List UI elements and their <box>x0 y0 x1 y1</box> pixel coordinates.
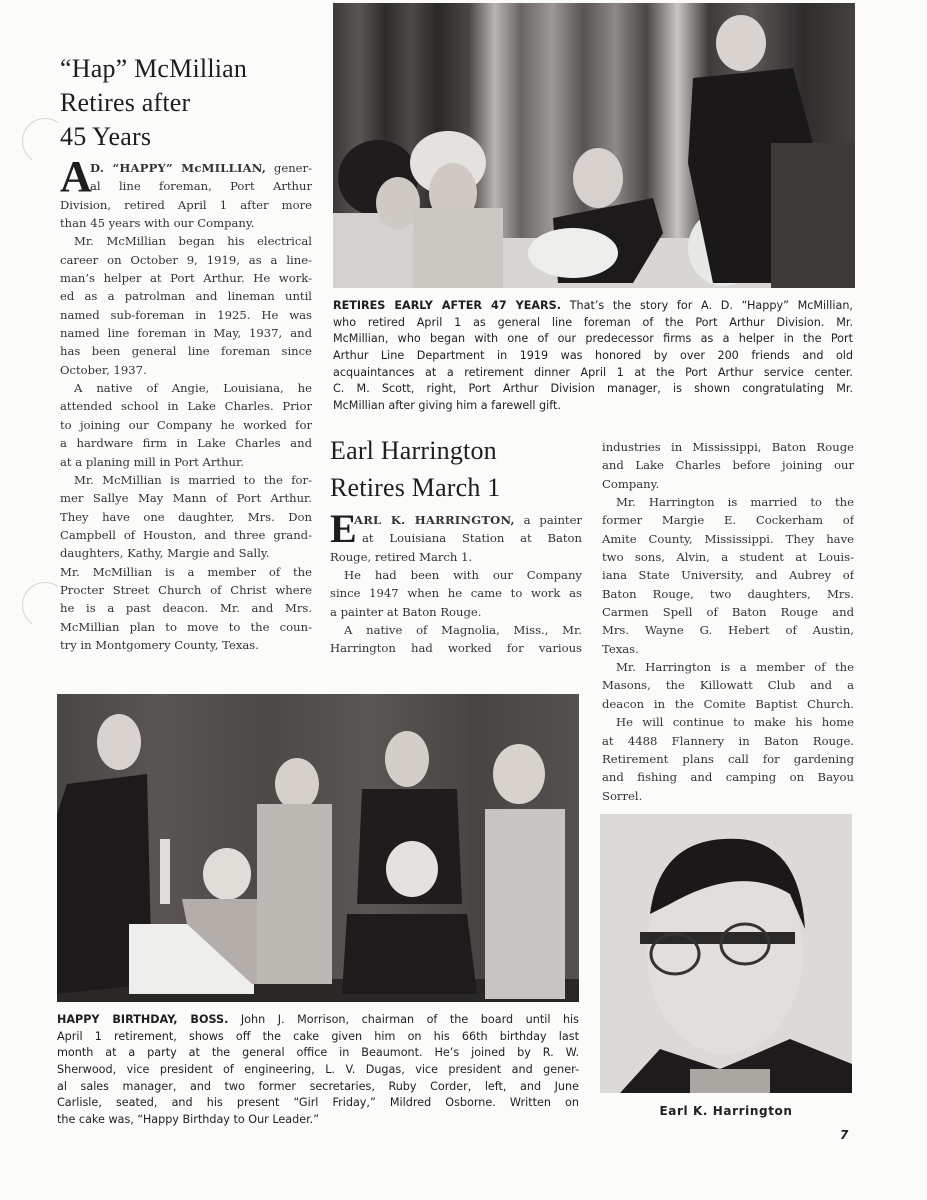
body-line: Mr. Harrington is married to the <box>616 495 854 510</box>
headline-line: 45 Years <box>60 122 152 151</box>
headline-line: Earl Harrington <box>330 436 497 465</box>
caption-line: C. M. Scott, right, Port Arthur Division manager, is shown congratulating Mr. <box>333 382 853 396</box>
birthday-photo-caption <box>57 1012 579 1129</box>
caption-line: al sales manager, and two former secretaries, Ruby Corder, left, and June <box>57 1079 579 1093</box>
body-line: Division, retired April 1 after more <box>60 197 312 212</box>
caption-line <box>333 298 853 315</box>
body-line: Texas. <box>602 641 639 656</box>
photo-image-icon <box>333 3 855 288</box>
caption-line: the cake was, “Happy Birthday to Our Leader.” <box>57 1113 320 1127</box>
body-line: at a planing mill in Port Arthur. <box>60 454 244 469</box>
body-line: They have one daughter, Mrs. Don <box>60 509 312 524</box>
body-line: former Margie E. Cockerham of <box>602 513 854 528</box>
mcmillian-headline <box>60 52 247 154</box>
body-line: Company. <box>602 476 660 491</box>
caption-line: who retired April 1 as general line foreman of the Port Arthur Division. Mr. <box>333 315 853 329</box>
drop-cap: A <box>60 152 92 201</box>
body-line: Baton Rouge, two daughters, Mrs. <box>602 586 854 601</box>
body-line: Rouge, retired March 1. <box>330 549 473 564</box>
body-line <box>60 159 312 177</box>
body-line: attended school in Lake Charles. Prior <box>60 399 312 414</box>
body-line: industries in Mississippi, Baton Rouge <box>602 440 854 454</box>
portrait-caption: Earl K. Harrington <box>659 1104 793 1118</box>
caption-line: Arthur Line Department in 1919 was honored by over 200 friends and old <box>333 349 853 363</box>
body-line: He had been with our Company <box>344 568 582 583</box>
body-line: try in Montgomery County, Texas. <box>60 637 259 652</box>
body-line: October, 1937. <box>60 362 147 377</box>
harrington-article-col1 <box>330 506 582 658</box>
body-line: Campbell of Houston, and three grand- <box>60 527 312 542</box>
body-line: deacon in the Comite Baptist Church. <box>602 696 854 711</box>
body-line: he is a past deacon. Mr. and Mrs. <box>60 601 312 616</box>
body-line: at Louisiana Station at Baton <box>362 531 582 546</box>
body-line: A native of Magnolia, Miss., Mr. <box>344 623 582 638</box>
body-line: Harrington had worked for various <box>330 641 582 656</box>
body-line: He will continue to make his home <box>616 715 854 730</box>
body-line <box>330 511 582 529</box>
caption-line: Carlisle, seated, and his present “Girl Friday,” Mildred Osborne. Written on <box>57 1096 579 1110</box>
lead-in: D. “HAPPY” McMILLIAN, <box>90 161 267 175</box>
body-line: Mr. Harrington is a member of the <box>616 660 854 675</box>
photo-image-icon <box>57 694 579 1002</box>
body-line: to joining our Company he worked for <box>60 417 312 432</box>
body-line: ed as a patrolman and lineman until <box>60 289 312 304</box>
caption-line <box>57 1012 579 1029</box>
body-line: mer Sallye May Mann of Port Arthur. <box>60 491 312 506</box>
body-line: a painter at Baton Rouge. <box>330 604 482 619</box>
page-number: 7 <box>840 1128 849 1142</box>
harrington-headline <box>330 432 501 506</box>
harrington-article-col2 <box>602 438 854 805</box>
drop-cap: E <box>330 506 357 551</box>
harrington-portrait-photo <box>600 814 852 1093</box>
lead-in: ARL K. HARRINGTON, <box>354 513 515 527</box>
body-line: and Lake Charles before joining our <box>602 458 854 473</box>
text-run: gener- <box>266 161 312 175</box>
body-line: Amite County, Mississippi. They have <box>602 531 854 546</box>
body-line: al line foreman, Port Arthur <box>90 179 312 194</box>
body-line: Masons, the Killowatt Club and a <box>602 678 854 693</box>
caption-line: Sherwood, vice president of engineering, L. V. Dugas, vice president and gener- <box>57 1063 579 1077</box>
body-line: Retirement plans call for gardening <box>602 751 854 766</box>
headline-line: Retires March 1 <box>330 473 501 502</box>
body-line: man’s helper at Port Arthur. He work- <box>60 271 312 286</box>
body-line: two sons, Alvin, a student at Louis- <box>602 550 854 565</box>
caption-lead: HAPPY BIRTHDAY, BOSS. <box>57 1013 229 1026</box>
body-line: since 1947 when he came to work as <box>330 586 582 601</box>
body-line: a hardware firm in Lake Charles and <box>60 436 312 451</box>
retirement-dinner-photo <box>333 3 855 288</box>
caption-line: April 1 retirement, shows off the cake given him on his 66th birthday last <box>57 1029 579 1043</box>
body-line: daughters, Kathy, Margie and Sally. <box>60 546 270 561</box>
headline-line: “Hap” McMillian <box>60 54 248 83</box>
dinner-photo-caption <box>333 298 853 415</box>
portrait-image-icon <box>600 814 852 1093</box>
text-run: That’s the story for A. D. “Happy” McMillian, <box>560 299 853 312</box>
body-line: Mr. McMillian is married to the for- <box>74 472 312 487</box>
body-line: named line foreman in May, 1937, and <box>60 326 312 341</box>
text-run: John J. Morrison, chairman of the board until his <box>228 1013 579 1026</box>
body-line: iana State University, and Aubrey of <box>602 568 854 583</box>
caption-lead: RETIRES EARLY AFTER 47 YEARS. <box>333 299 561 312</box>
text-run: a painter <box>514 513 582 527</box>
body-line: Mr. McMillian began his electrical <box>74 234 312 249</box>
caption-line: acquaintances at a retirement dinner April 1 at the Port Arthur service center. <box>333 365 853 379</box>
mcmillian-article-body <box>60 152 312 654</box>
caption-line: month at a party at the general office in Beaumont. He’s joined by R. W. <box>57 1046 579 1060</box>
body-line: Procter Street Church of Christ where <box>60 582 312 597</box>
caption-line: McMillian after giving him a farewell gift. <box>333 399 561 413</box>
body-line: career on October 9, 1919, as a line- <box>60 252 312 267</box>
body-line: McMillian plan to move to the coun- <box>60 619 312 634</box>
headline-line: Retires after <box>60 88 191 117</box>
body-line: Carmen Spell of Baton Rouge and <box>602 605 854 620</box>
birthday-party-photo <box>57 694 579 1002</box>
body-line: than 45 years with our Company. <box>60 216 255 231</box>
body-line: A native of Angie, Louisiana, he <box>74 381 312 396</box>
body-line: at 4488 Flannery in Baton Rouge. <box>602 733 854 748</box>
body-line: Mrs. Wayne G. Hebert of Austin, <box>602 623 854 638</box>
body-line: has been general line foreman since <box>60 344 312 359</box>
caption-line: McMillian, who began with one of our predecessor firms as a helper in the Port <box>333 332 853 346</box>
body-line: named sub-foreman in 1925. He was <box>60 307 312 322</box>
body-line: and fishing and camping on Bayou <box>602 770 854 785</box>
body-line: Sorrel. <box>602 788 643 803</box>
body-line: Mr. McMillian is a member of the <box>60 564 312 579</box>
